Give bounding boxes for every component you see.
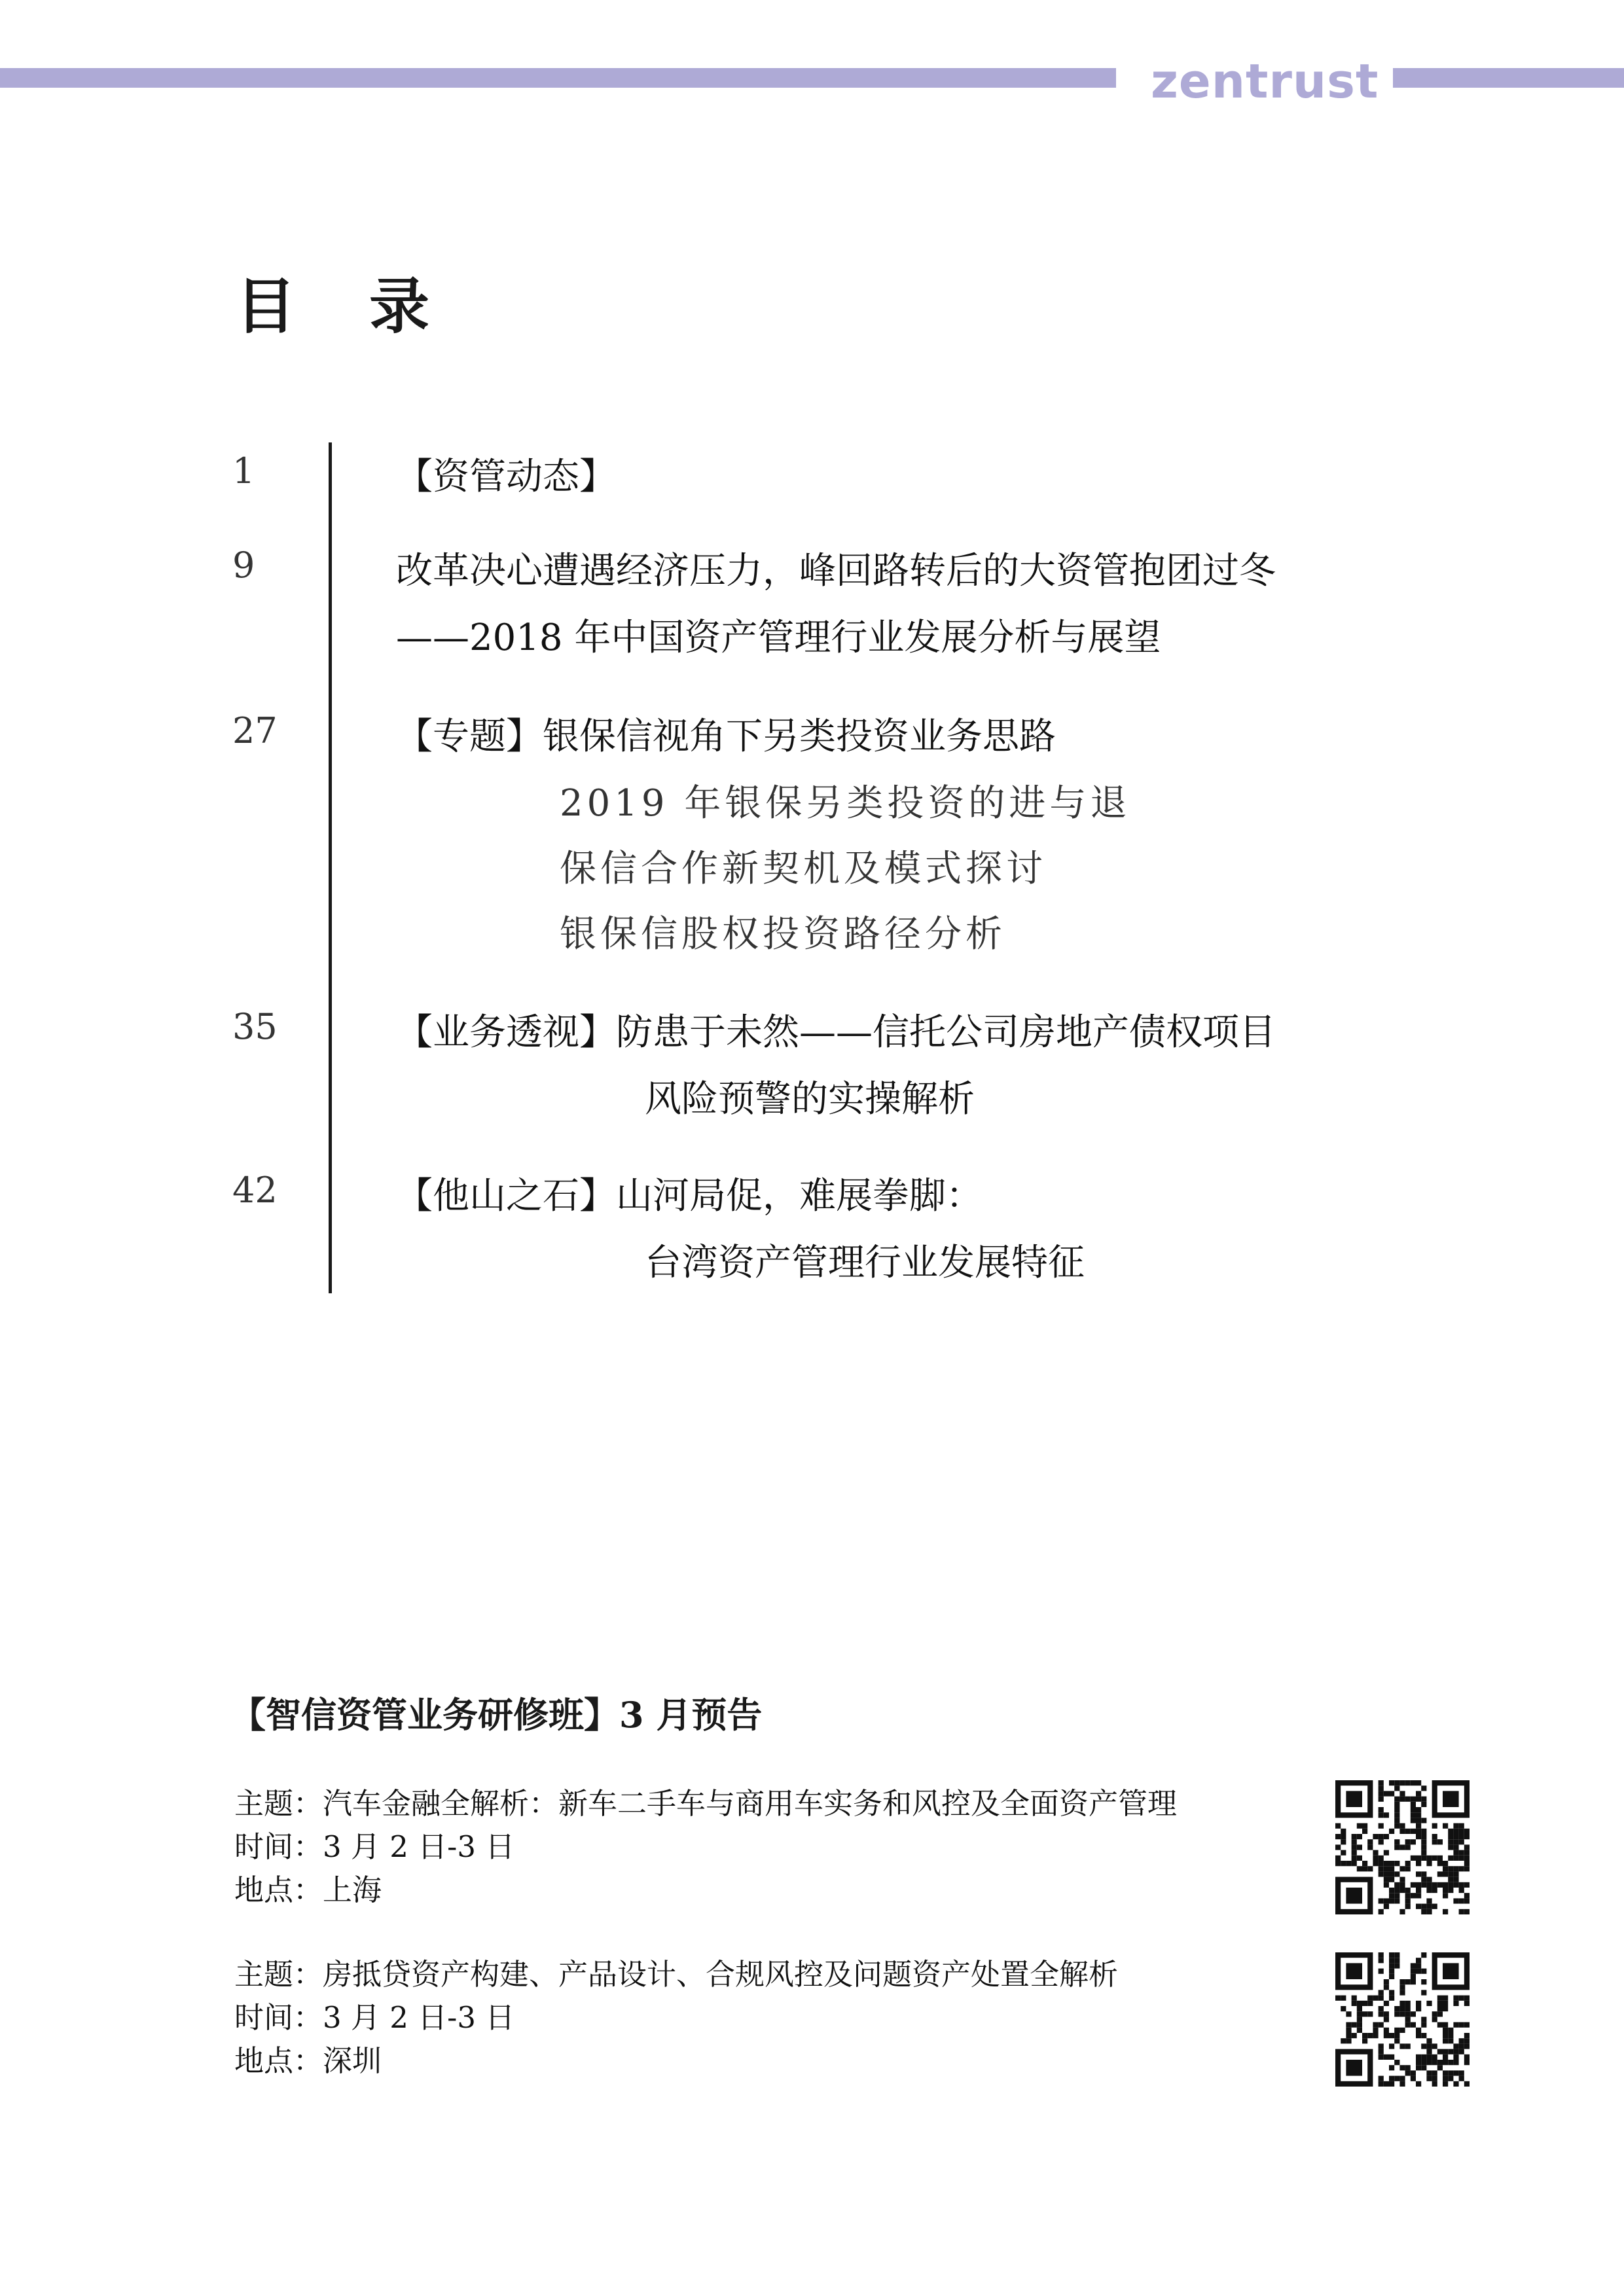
toc-entry-title[interactable]: 【业务透视】防患于未然——信托公司房地产债权项目 xyxy=(396,1011,1276,1054)
toc-entry-title[interactable]: 改革决心遭遇经济压力，峰回路转后的大资管抱团过冬 xyxy=(396,550,1276,592)
course-place: 地点：深圳 xyxy=(234,2043,382,2078)
toc-divider xyxy=(329,442,332,1293)
zentrust-logo: zentrust xyxy=(1151,54,1379,109)
toc-sub-entry[interactable]: 银保信股权投资路径分析 xyxy=(560,913,1006,956)
course-time: 时间：3 月 2 日-3 日 xyxy=(234,1829,515,1864)
toc-page-number: 27 xyxy=(232,710,278,751)
toc-page-number: 42 xyxy=(232,1170,278,1211)
toc-entry-subtitle[interactable]: ——2018 年中国资产管理行业发展分析与展望 xyxy=(396,617,1161,659)
toc-page-number: 9 xyxy=(232,545,255,586)
toc-entry-title[interactable]: 【资管动态】 xyxy=(396,456,616,498)
toc-entry-title[interactable]: 【他山之石】山河局促，难展拳脚： xyxy=(396,1175,983,1217)
toc-entry-title[interactable]: 【专题】银保信视角下另类投资业务思路 xyxy=(396,715,1056,758)
toc-page-number: 35 xyxy=(232,1006,278,1047)
qr-code-icon[interactable] xyxy=(1335,1952,1470,2087)
toc-entry-title-continued[interactable]: 风险预警的实操解析 xyxy=(645,1078,975,1121)
promo-title: 【智信资管业务研修班】3 月预告 xyxy=(230,1694,763,1736)
course-topic: 主题：汽车金融全解析：新车二手车与商用车实务和风控及全面资产管理 xyxy=(234,1786,1178,1821)
course-time: 时间：3 月 2 日-3 日 xyxy=(234,2000,515,2035)
course-place: 地点：上海 xyxy=(234,1873,382,1907)
qr-code-icon[interactable] xyxy=(1335,1780,1470,1914)
toc-page-number: 1 xyxy=(232,450,255,492)
header-bar-right xyxy=(1393,68,1624,88)
header-bar-left xyxy=(0,68,1116,88)
toc-title: 目 录 xyxy=(236,271,456,342)
toc-sub-entry[interactable]: 保信合作新契机及模式探讨 xyxy=(560,848,1047,890)
course-topic: 主题：房抵贷资产构建、产品设计、合规风控及问题资产处置全解析 xyxy=(234,1957,1119,1992)
toc-entry-title-continued[interactable]: 台湾资产管理行业发展特征 xyxy=(645,1242,1085,1284)
toc-sub-entry[interactable]: 2019 年银保另类投资的进与退 xyxy=(560,782,1131,825)
